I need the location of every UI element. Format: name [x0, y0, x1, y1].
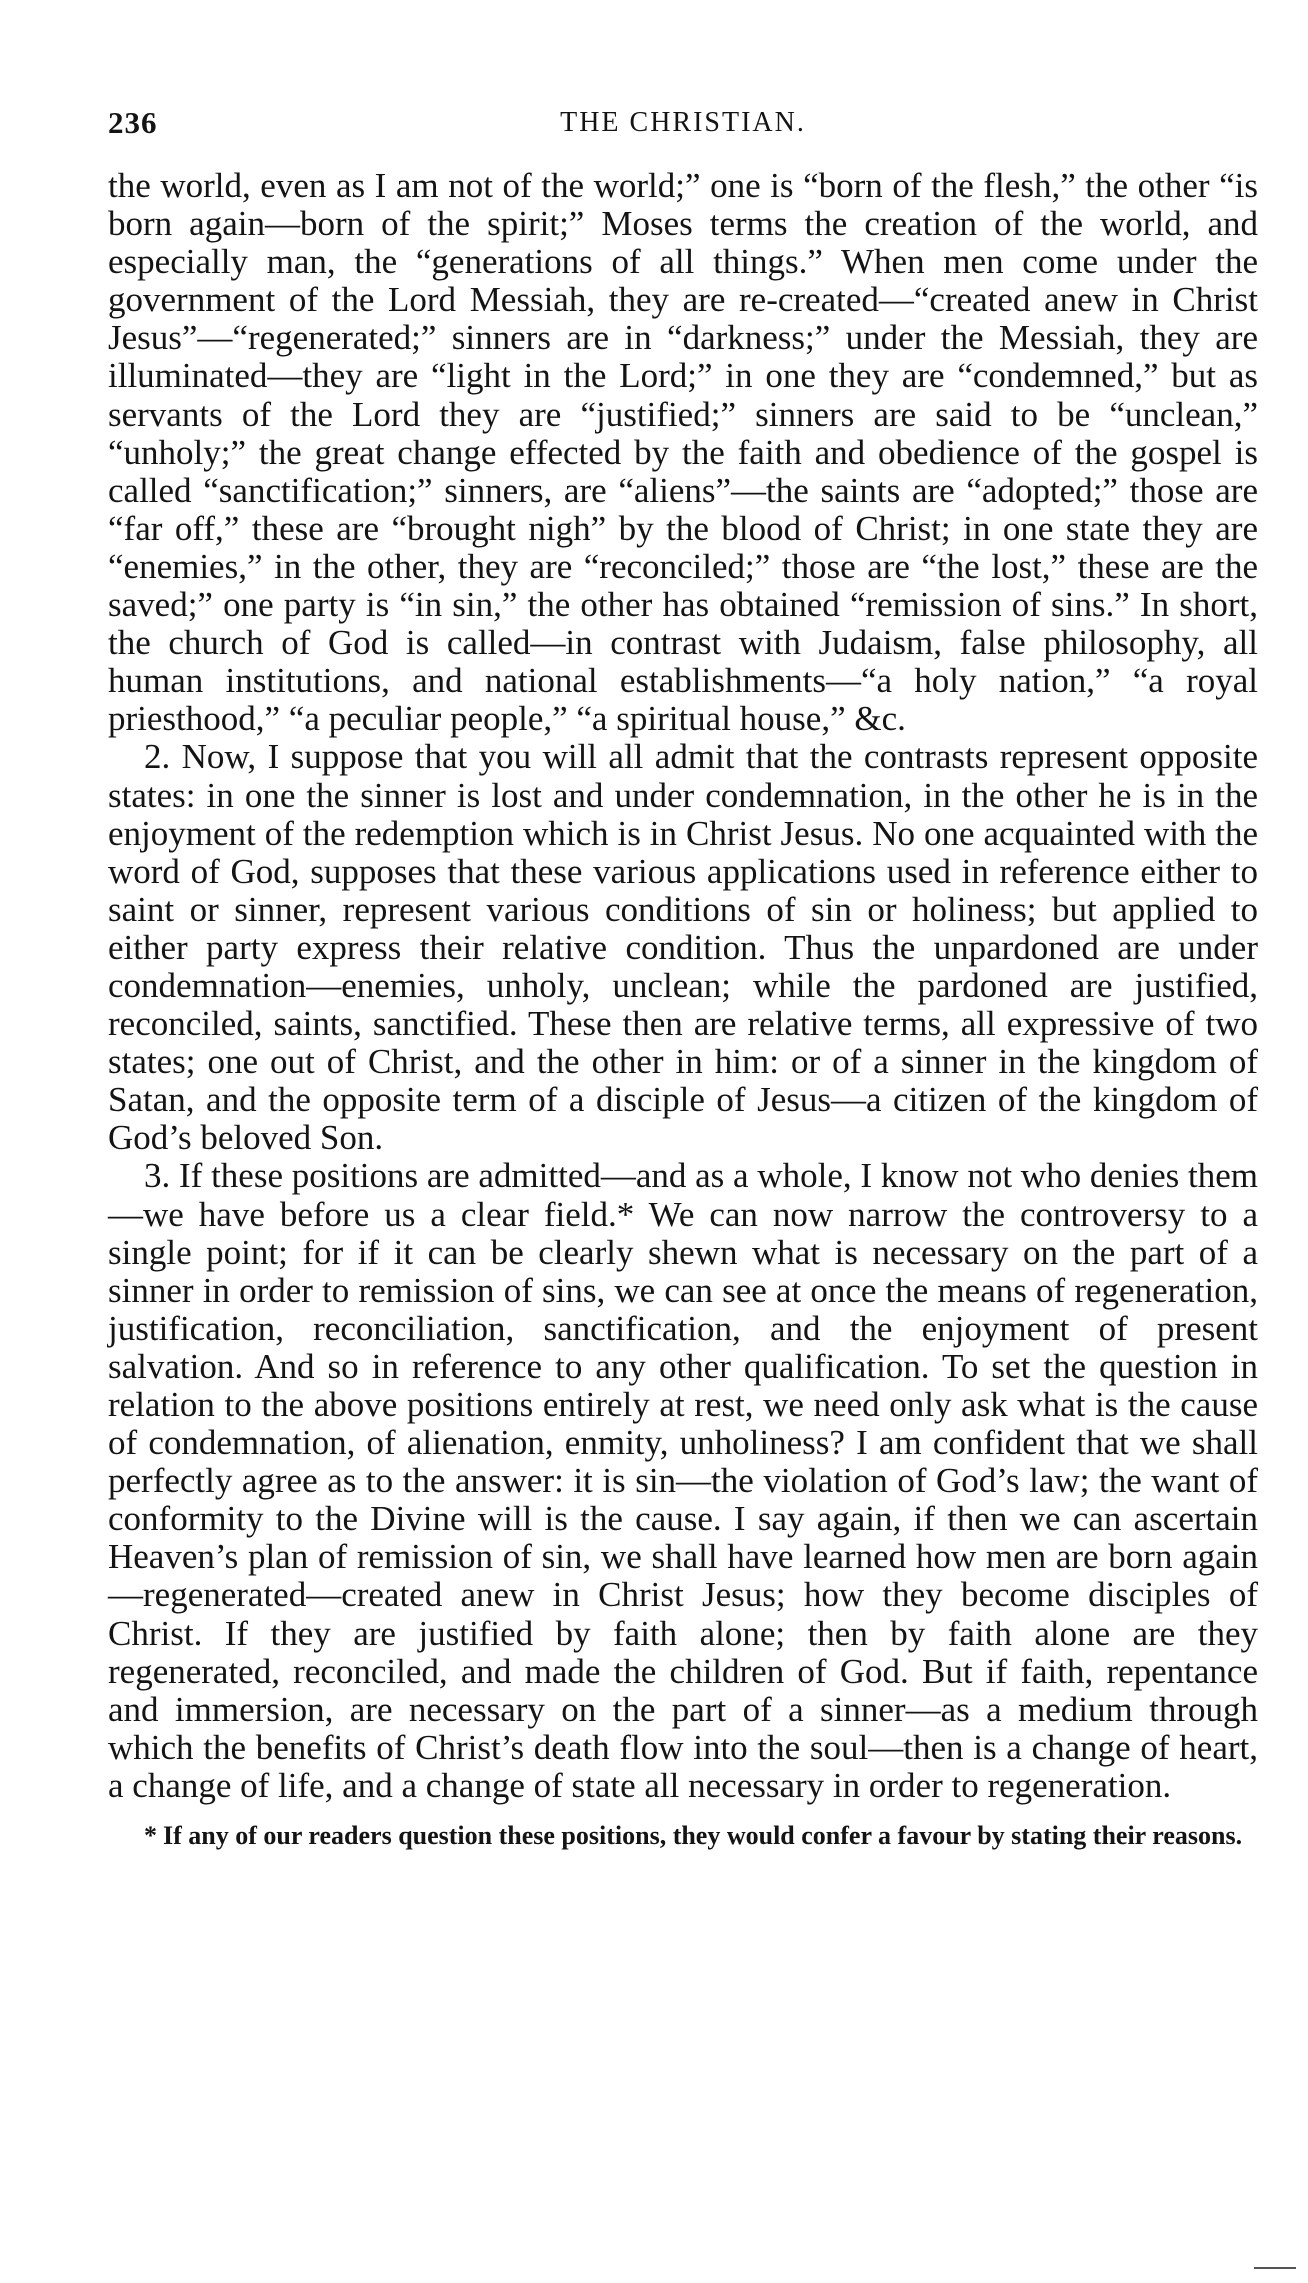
book-page — [108, 105, 1258, 1851]
running-title: THE CHRISTIAN. — [560, 107, 806, 138]
page-number: 236 — [108, 105, 158, 140]
body-text — [108, 167, 1258, 1805]
running-head — [108, 105, 1258, 145]
paragraph-3: 3. If these positions are admitted—and as a whole, I know not who denies them—we have before us a clear field.* We can now narrow the controversy to a single point; for if it can be clearly shewn what is necessary on the part of a sinner in order to remission of sins, we can see at once the means of regeneration, justification, reconciliation, sanctification, and the enjoyment of present salvation. And so in reference to any other qualification. To set the question in relation to the above positions entirely at rest, we need only ask what is the cause of condemnation, of alienation, enmity, unholiness? I am confident that we shall perfectly agree as to the answer: it is sin—the violation of God’s law; the want of conformity to the Divine will is the cause. I say again, if then we can ascertain Heaven’s plan of remission of sin, we shall have learned how men are born again—regenerated—created anew in Christ Jesus; how they become disciples of Christ. If they are justified by faith alone; then by faith alone are they regenerated, reconciled, and made the children of God. But if faith, repentance and immersion, are necessary on the part of a sinner—as a medium through which the benefits of Christ’s death flow into the soul—then is a change of heart, a change of life, and a change of state all necessary in order to regeneration. — [108, 1156, 1258, 1805]
paragraph-2: 2. Now, I suppose that you will all admit that the contrasts represent opposite states: in one the sinner is lost and under condemnation, in the other he is in the enjoyment of the redemption which is in Christ Jesus. No one acquainted with the word of God, supposes that these various applications used in reference either to saint or sinner, represent various conditions of sin or holiness; but applied to either party express their relative condition. Thus the unpardoned are under condemnation—enemies, unholy, unclean; while the pardoned are justified, reconciled, saints, sanctified. These then are relative terms, all expressive of two states; one out of Christ, and the other in him: or of a sinner in the kingdom of Satan, and the opposite term of a disciple of Jesus—a citizen of the kingdom of God’s beloved Son. — [108, 737, 1258, 1158]
paragraph-continuation: the world, even as I am not of the world;” one is “born of the flesh,” the other “is born again—born of the spirit;” Moses terms the creation of the world, and especially man, the “generations of all things.” When men come under the government of the Lord Messiah, they are re-created—“created anew in Christ Jesus”—“regenerated;” sinners are in “darkness;” under the Messiah, they are illuminated—they are “light in the Lord;” in one they are “condemned,” but as servants of the Lord they are “justified;” sinners are said to be “unclean,” “unholy;” the great change effected by the faith and obedience of the gospel is called “sanctification;” sinners, are “aliens”—the saints are “adopted;” those are “far off,” these are “brought nigh” by the blood of Christ; in one state they are “enemies,” in the other, they are “reconciled;” those are “the lost,” these are the saved;” one party is “in sin,” the other has obtained “remission of sins.” In short, the church of God is called—in contrast with Judaism, false philosophy, all human institutions, and national establishments—“a holy nation,” “a royal priesthood,” “a peculiar people,” “a spiritual house,” &c. — [108, 166, 1258, 739]
corner-rule — [1254, 2267, 1296, 2269]
footnote-marker: * — [144, 1821, 157, 1851]
footnote-text: If any of our readers question these positions, they would confer a favour by stating their reasons. — [163, 1821, 1243, 1851]
footnote — [108, 1821, 1258, 1851]
